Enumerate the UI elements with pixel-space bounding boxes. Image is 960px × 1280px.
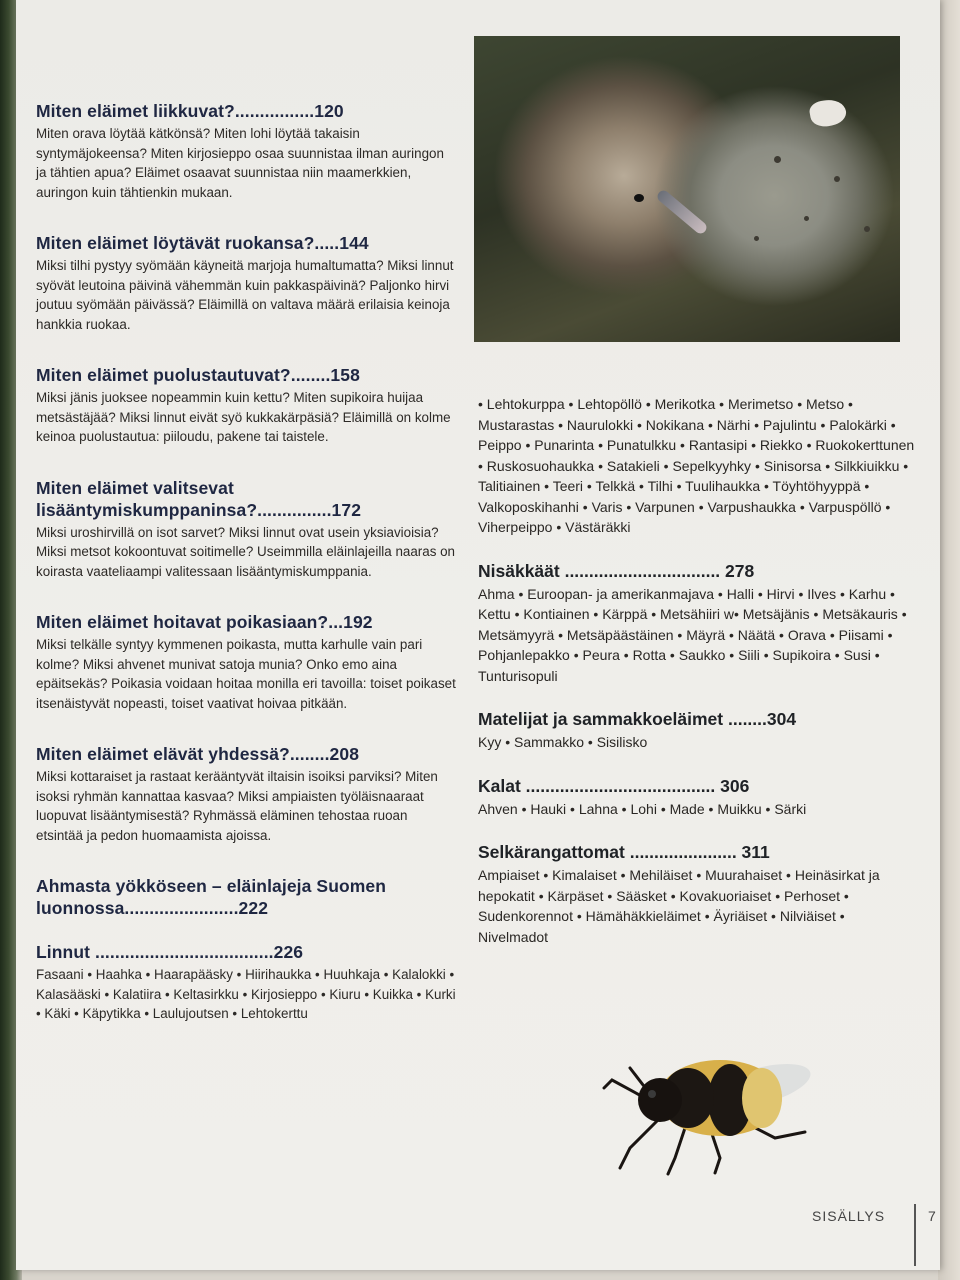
toc-description: Miksi uroshirvillä on isot sarvet? Miksi linnut ovat usein yksiavioisia? Miksi metsot kokoontuvat soitimelle? Useimmilla eläinlajeilla naaras on koirasta vaateliaampi valitessaan lisääntymiskumppania. <box>36 524 456 579</box>
toc-species-list: Ahven • Hauki • Lahna • Lohi • Made • Muikku • Särki <box>478 800 807 817</box>
egg-spot <box>834 176 840 182</box>
toc-species-list: • Lehtokurppa • Lehtopöllö • Merikotka • Merimetso • Metso • Mustarastas • Naurulokki • Nokikana • Närhi • Pajulintu • Palokärki • Peippo • Punarinta • Punatulkku • Rantasipi • Riekko • Ruokokerttunen • Ruskosuohaukka • Satakieli • Sepelkyyhky • Sinisorsa • Silkkiuikku • Talitiainen • Teeri • Telkkä • Tilhi • Tuulihaukka • Töyhtöhyyppä • Valkoposkihanhi • Varis • Varpunen • Varpushaukka • Varpuspöllö • Viherpeippo • Västäräkki <box>478 396 915 535</box>
toc-heading: Miten eläimet elävät yhdessä?........208 <box>36 744 360 764</box>
toc-entry <box>36 100 456 202</box>
toc-entry <box>478 560 918 687</box>
egg-spot <box>864 226 870 232</box>
toc-continued-list <box>478 394 918 538</box>
section-label: SISÄLLYS <box>812 1208 886 1224</box>
toc-heading: Ahmasta yökköseen – eläinlajeja Suomen luonnossa.......................222 <box>36 876 387 918</box>
toc-entry <box>478 708 918 753</box>
toc-entry <box>36 611 456 713</box>
toc-heading: Miten eläimet valitsevat lisääntymiskumppaninsa?...............172 <box>36 477 362 520</box>
egg-spot <box>804 216 809 221</box>
toc-entry <box>36 364 456 447</box>
toc-description: Miksi kottaraiset ja rastaat kerääntyvät iltaisin isoiksi parviksi? Miten isoksi ryhmän kannattaa kasvaa? Miksi ampiaisten työläisnaaraat luopuvat lisääntymisestä? Ryhmässä eläminen tehostaa ruoan etsintää ja pedon huomaamista ajoissa. <box>36 769 438 843</box>
toc-heading: Miten eläimet puolustautuvat?........158 <box>36 365 360 385</box>
toc-entry <box>36 941 456 1024</box>
toc-description: Miksi jänis juoksee nopeammin kuin kettu? Miten supikoira huijaa metsästäjää? Miksi linnut eivät syö kukkakärpäsiä? Eläimillä on kolme keinoa puolustautua: piiloudu, pakene tai taistele. <box>36 390 451 444</box>
toc-right-column <box>478 394 918 969</box>
chick-eye <box>634 194 644 202</box>
toc-description: Miksi telkälle syntyy kymmenen poikasta, mutta karhulle vain pari kolme? Miksi ahvenet munivat satoja munia? Onko emo aina epäitsekäs? Poikasia voidaan hoitaa monilla eri tavoilla: toiset poikaset itsenäistyvät nopeasti, toiset vaativat hoivaa pitkään. <box>36 637 456 711</box>
toc-entry <box>478 841 918 947</box>
toc-heading: Selkärangattomat ...................... 311 <box>478 842 770 862</box>
toc-species-list: Ahma • Euroopan- ja amerikanmajava • Halli • Hirvi • Ilves • Karhu • Kettu • Kontiainen • Kärppä • Metsähiiri w• Metsäjänis • Metsäkauris • Metsämyyrä • Metsäpäästäinen • Mäyrä • Näätä • Orava • Piisami • Pohjanlepakko • Peura • Rotta • Saukko • Siili • Supikoira • Susi • Tunturisopuli <box>478 585 907 684</box>
toc-species-list: Kyy • Sammakko • Sisilisko <box>478 734 648 750</box>
book-right-edge <box>938 0 960 1280</box>
toc-heading: Miten eläimet löytävät ruokansa?.....144 <box>36 233 369 253</box>
chick-and-egg-photo <box>474 36 900 342</box>
toc-left-column <box>36 100 456 1054</box>
egg-hole <box>808 97 848 129</box>
toc-heading: Nisäkkäät ................................ 278 <box>478 560 755 581</box>
footer-divider <box>914 1204 916 1266</box>
toc-species-list: Fasaani • Haahka • Haarapääsky • Hiirihaukka • Huuhkaja • Kalalokki • Kalasääski • Kalatiira • Keltasirkku • Kirjosieppo • Kiuru • Kuikka • Kurki • Käki • Käpytikka • Laulujoutsen • Lehtokerttu <box>36 967 456 1021</box>
toc-description: Miten orava löytää kätkönsä? Miten lohi löytää takaisin syntymäjokeensa? Miten kirjosieppo osaa suunnistaa ilman auringon ja tähtien apua? Eläimet osaavat suunnistaa niin maamerkkien, auringon kuin tähtienkin mukaan. <box>36 126 444 200</box>
toc-entry <box>478 775 918 820</box>
egg-spot <box>754 236 759 241</box>
toc-entry <box>36 743 456 845</box>
toc-entry <box>36 477 456 582</box>
toc-species-list: Ampiaiset • Kimalaiset • Mehiläiset • Muurahaiset • Heinäsirkat ja hepokatit • Kärpäset • Sääsket • Kovakuoriaiset • Perhoset • Sudenkorennot • Hämähäkkieläimet • Äyriäiset • Nilviäiset • Nivelmadot <box>478 867 880 945</box>
toc-heading: Miten eläimet hoitavat poikasiaan?...192 <box>36 612 373 632</box>
page-number: 7 <box>928 1208 936 1224</box>
egg-spot <box>774 156 781 163</box>
toc-heading: Miten eläimet liikkuvat?................120 <box>36 101 344 121</box>
toc-entry <box>36 232 456 334</box>
toc-part-title <box>36 875 456 919</box>
chick-beak <box>655 188 709 236</box>
bumblebee-illustration <box>590 1028 820 1178</box>
toc-heading: Linnut ....................................226 <box>36 942 304 962</box>
toc-heading: Kalat ....................................... 306 <box>478 775 750 796</box>
toc-heading: Matelijat ja sammakkoeläimet ........304 <box>478 709 797 729</box>
toc-description: Miksi tilhi pystyy syömään käyneitä marjoja humaltumatta? Miksi linnut syövät leutoina päivinä vähemmän kuin pakkaspäivinä? Paljonko hirvi joutuu syömään päivässä? Eläimillä on valtava määrä erilaisia keinoja hankkia ruokaa. <box>36 258 454 332</box>
